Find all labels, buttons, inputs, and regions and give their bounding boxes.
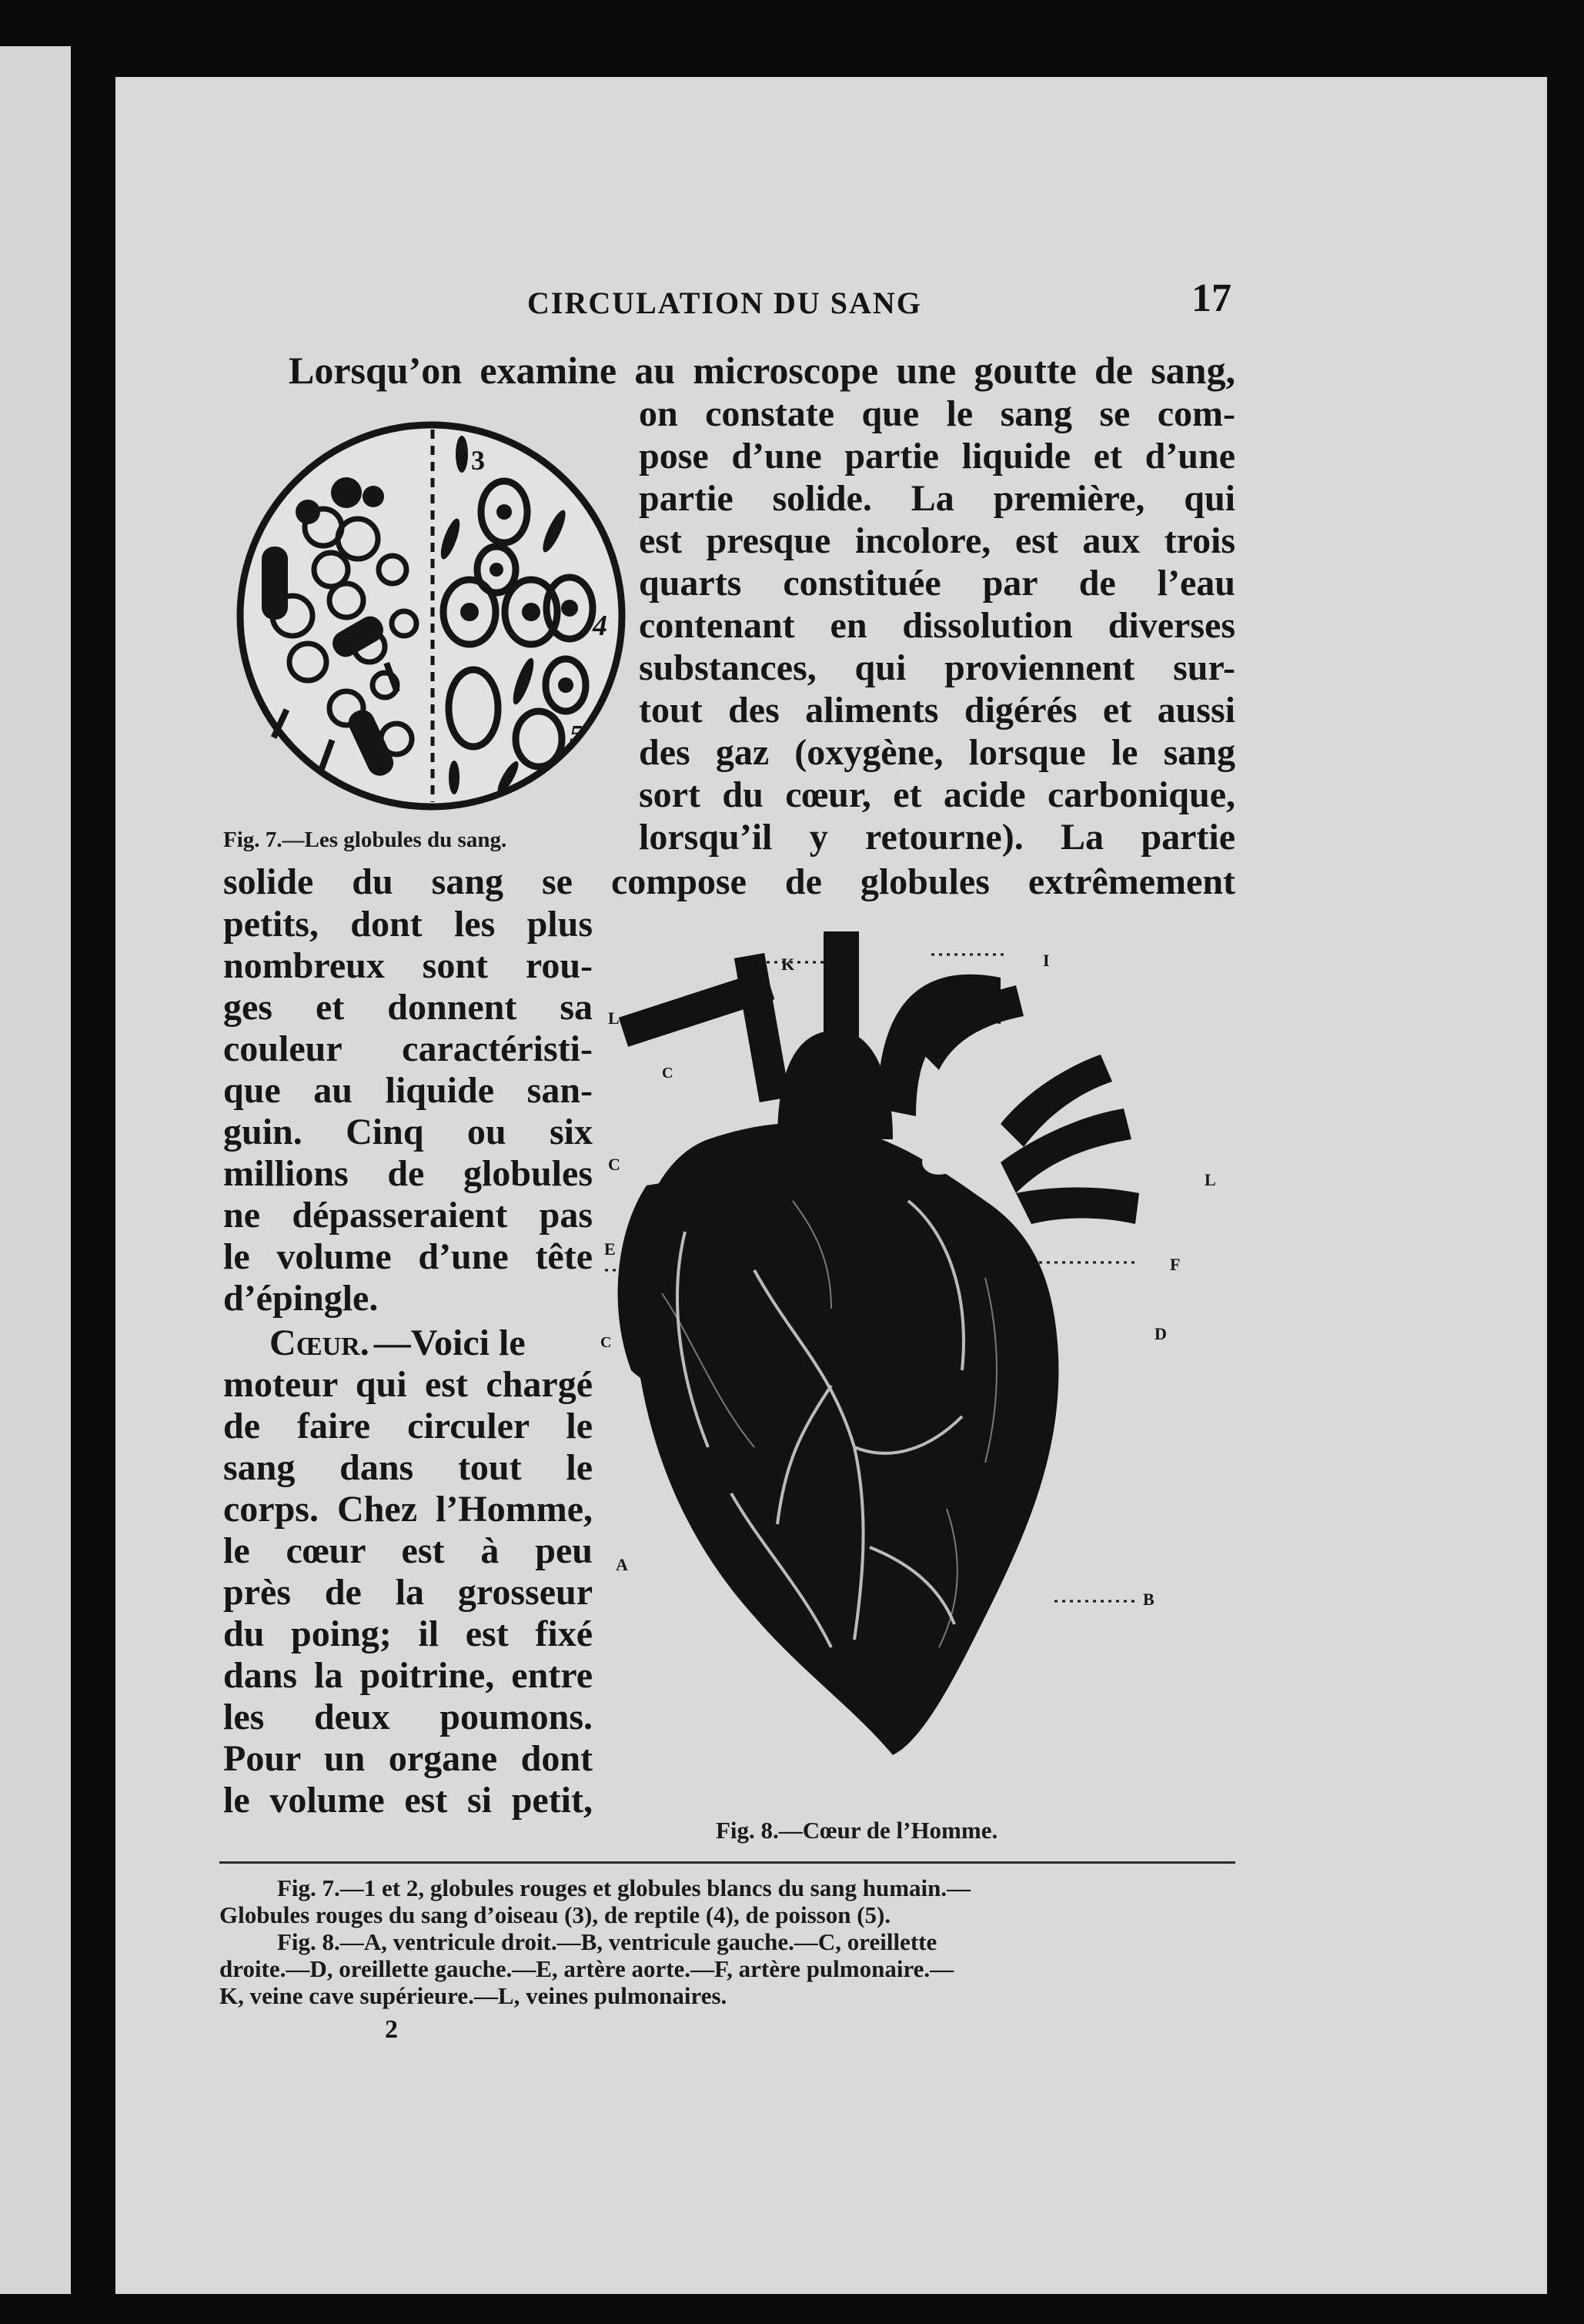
figure7-caption: Fig. 7.—Les globules du sang. bbox=[223, 828, 507, 852]
para2-line-12: le volume est si petit, bbox=[223, 1780, 593, 1821]
fig8-label-L2: L bbox=[608, 1008, 620, 1028]
para2-line-2: moteur qui est chargé bbox=[223, 1364, 593, 1405]
para1-wrap-line-11: lorsqu’il y retourne). La partie bbox=[639, 817, 1235, 858]
fig7-label-4: 4 bbox=[593, 610, 607, 642]
figure8-heart-illustration bbox=[600, 908, 1239, 1801]
footnote-line-3: Fig. 8.—A, ventricule droit.—B, ventricule gauche.—C, oreillette bbox=[277, 1928, 937, 1955]
para1-side-line-8: ne dépasseraient pas bbox=[223, 1195, 593, 1236]
figure8-caption: Fig. 8.—Cœur de l’Homme. bbox=[716, 1817, 998, 1844]
para2-line-8: du poing; il est fixé bbox=[223, 1613, 593, 1654]
para1-side-line-10: d’épingle. bbox=[223, 1278, 379, 1319]
footnote-line-2: Globules rouges du sang d’oiseau (3), de reptile (4), de poisson (5). bbox=[219, 1901, 891, 1928]
para1-wrap-line-3: partie solide. La première, qui bbox=[639, 478, 1235, 519]
para2-line-4: sang dans tout le bbox=[223, 1447, 593, 1488]
fig7-label-5: 5 bbox=[570, 721, 583, 749]
fig8-label-E: E bbox=[604, 1239, 616, 1259]
para2-line-3: de faire circuler le bbox=[223, 1406, 593, 1446]
fig8-label-A: A bbox=[616, 1555, 628, 1574]
para2-line-6: le cœur est à peu bbox=[223, 1530, 593, 1571]
para1-side-line-1: petits, dont les plus bbox=[223, 904, 593, 945]
para1-side-line-7: millions de globules bbox=[223, 1153, 593, 1194]
para2-line-10: les deux poumons. bbox=[223, 1697, 593, 1737]
para2-line-5: corps. Chez l’Homme, bbox=[223, 1489, 593, 1530]
para2-line-11: Pour un organe dont bbox=[223, 1738, 593, 1779]
coeur-heading: Cœur. bbox=[269, 1323, 369, 1363]
footnote-rule bbox=[219, 1861, 1235, 1864]
footnote-line-1: Fig. 7.—1 et 2, globules rouges et globules blancs du sang humain.— bbox=[277, 1874, 971, 1901]
para1-side-line-2: nombreux sont rou- bbox=[223, 945, 593, 986]
fig8-label-D: D bbox=[1155, 1324, 1167, 1343]
fig7-label-3: 3 bbox=[471, 445, 485, 476]
para1-wrap-line-5: quarts constituée par de l’eau bbox=[639, 563, 1235, 604]
para1-wrap-line-2: pose d’une partie liquide et d’une bbox=[639, 436, 1235, 477]
running-head-title: CIRCULATION DU SANG bbox=[527, 286, 922, 320]
para2-line-7: près de la grosseur bbox=[223, 1572, 593, 1613]
para1-wrap-line-4: est presque incolore, est aux trois bbox=[639, 520, 1235, 561]
para1-first-line: Lorsqu’on examine au microscope une goutte de sang, bbox=[289, 349, 1235, 392]
para1-wrap-line-7: substances, qui proviennent sur- bbox=[639, 647, 1235, 688]
left-page-edge bbox=[0, 46, 71, 2294]
para1-wrap-line-10: sort du cœur, et acide carbonique, bbox=[639, 774, 1235, 815]
footnote-line-4: droite.—D, oreillette gauche.—E, artère aorte.—F, artère pulmonaire.— bbox=[219, 1955, 954, 1982]
para1-full-line: solide du sang se compose de globules extrêmement bbox=[223, 861, 1235, 902]
binding-gutter bbox=[94, 54, 114, 2294]
footnote-line-5: K, veine cave supérieure.—L, veines pulmonaires. bbox=[219, 1982, 727, 2009]
para1-wrap-line-1: on constate que le sang se com- bbox=[639, 393, 1235, 434]
fig8-label-C3: C bbox=[600, 1334, 612, 1351]
para1-side-line-4: couleur caractéristi- bbox=[223, 1028, 593, 1069]
para1-side-line-6: guin. Cinq ou six bbox=[223, 1112, 593, 1152]
fig8-label-C: C bbox=[608, 1155, 620, 1174]
para1-side-line-5: que au liquide san- bbox=[223, 1070, 593, 1111]
para1-wrap-line-9: des gaz (oxygène, lorsque le sang bbox=[639, 732, 1235, 773]
fig8-label-F: F bbox=[1170, 1255, 1181, 1274]
para2-line-9: dans la poitrine, entre bbox=[223, 1655, 593, 1696]
para1-wrap-line-6: contenant en dissolution diverses bbox=[639, 605, 1235, 646]
para1-wrap-line-8: tout des aliments digérés et aussi bbox=[639, 690, 1235, 731]
fig8-label-K: K bbox=[781, 955, 795, 974]
fig8-label-I: I bbox=[1043, 951, 1050, 970]
para1-side-line-9: le volume d’une tête bbox=[223, 1236, 593, 1277]
figure7-globules-illustration bbox=[231, 416, 631, 816]
fig8-label-B: B bbox=[1143, 1590, 1155, 1609]
para2-line-1 bbox=[269, 1322, 593, 1364]
para1-side-line-3: ges et donnent sa bbox=[223, 987, 593, 1028]
signature-mark: 2 bbox=[385, 2015, 398, 2044]
para2-line-1-text: —Voici le bbox=[373, 1323, 526, 1363]
fig8-label-L: L bbox=[1205, 1170, 1216, 1189]
fig8-label-C2: C bbox=[662, 1065, 673, 1082]
page-number: 17 bbox=[1191, 276, 1231, 320]
